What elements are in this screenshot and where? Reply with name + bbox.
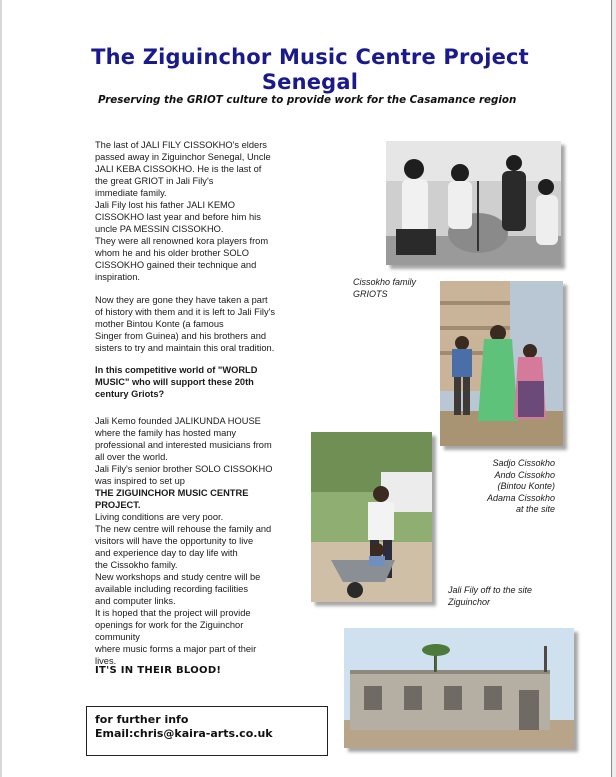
paragraph-oral-tradition [95,294,295,354]
caption-women-at-site [487,458,555,516]
text-line: of history with them and it is left to Jali Fily's [95,307,276,317]
text-line: Now they are gone they have taken a part [95,295,268,305]
text-line: They were all renowned kora players from [95,236,269,246]
text-line: sisters to try and maintain this oral tradition. [95,343,275,353]
photo-cissokho-family-griots [386,141,561,265]
contact-email[interactable]: Email:chris@kaira-arts.co.uk [95,727,273,740]
text-line: was inspired to set up [95,476,185,486]
text-line: CISSOKHO gained their technique and [95,260,257,270]
photo-construction-site [344,628,574,748]
caption-line: Ziguinchor [448,596,491,607]
text-line: Jali Fily's senior brother SOLO CISSOKHO [95,464,273,474]
text-line: MUSIC" who will support these 20th [95,377,254,387]
text-line: openings for work for the Ziguinchor [95,620,244,630]
contact-heading: for further info [95,713,189,726]
text-line: available including recording facilities [95,584,248,594]
project-name-line: PROJECT. [95,500,141,510]
text-line: the great GRIOT in Jali Fily's [95,176,214,186]
page-title-line-2: Senegal [261,70,359,94]
text-line: Singer from Guinea) and his brothers and [95,331,267,341]
text-line: New workshops and study centre will be [95,572,261,582]
text-line: uncle PA MESSIN CISSOKHO. [95,224,224,234]
tagline: IT'S IN THEIR BLOOD! [95,665,222,676]
text-line: whom he and his older brother SOLO [95,248,249,258]
text-line: JALI KEBA CISSOKHO. He is the last of [95,164,262,174]
caption-line: Cissokho family [353,277,417,287]
text-line: immediate family. [95,188,167,198]
text-line: lives. [95,656,117,666]
text-line: Living conditions are very poor. [95,512,224,522]
photo-women-at-site [440,281,563,446]
text-line: century Griots? [95,389,165,399]
text-line: The last of JALI FILY CISSOKHO's elders [95,140,267,150]
text-line: professional and interested musicians from [95,440,272,450]
paragraph-project [95,415,295,667]
text-line: passed away in Ziguinchor Senegal, Uncle [95,152,271,162]
text-line: all over the world. [95,452,168,462]
page-edge-left [0,0,2,777]
text-line: The new centre will rehouse the family and [95,524,272,534]
caption-jali-fily [448,585,532,608]
text-line: mother Bintou Konte (a famous [95,319,224,329]
text-line: where the family has hosted many [95,428,237,438]
page-edge-right [611,0,616,777]
caption-line: (Bintou Konte) [497,481,556,491]
caption-family-griots [353,277,416,300]
paragraph-question [95,364,295,400]
text-line: Jali Kemo founded JALIKUNDA HOUSE [95,416,261,426]
contact-info-box [86,706,328,756]
text-line: the Cissokho family. [95,560,178,570]
caption-line: Sadjo Cissokho [492,458,556,468]
text-line: Jali Fily lost his father JALI KEMO [95,200,236,210]
caption-line: GRIOTS [353,288,388,299]
text-line: It is hoped that the project will provide [95,608,251,618]
text-line: community [95,632,140,642]
project-name-line: THE ZIGUINCHOR MUSIC CENTRE [95,488,249,498]
paragraph-family-history [95,139,295,283]
text-line: visitors will have the opportunity to live [95,536,254,546]
caption-line: Jali Fily off to the site [448,585,533,595]
page-subtitle: Preserving the GRIOT culture to provide work for the Casamance region [98,94,517,106]
text-line: and experience day to day life with [95,548,238,558]
caption-line: at the site [516,504,556,514]
text-line: and computer links. [95,596,176,606]
page-title-line-1: The Ziguinchor Music Centre Project [91,45,529,69]
caption-line: Adama Cissokho [487,492,556,503]
caption-line: Ando Cissokho [494,469,556,480]
text-line: inspiration. [95,272,140,282]
text-line: CISSOKHO last year and before him his [95,212,261,222]
text-line: In this competitive world of "WORLD [95,365,258,375]
text-line: where music forms a major part of their [95,644,257,654]
photo-jali-fily-wheelbarrow [311,432,432,602]
